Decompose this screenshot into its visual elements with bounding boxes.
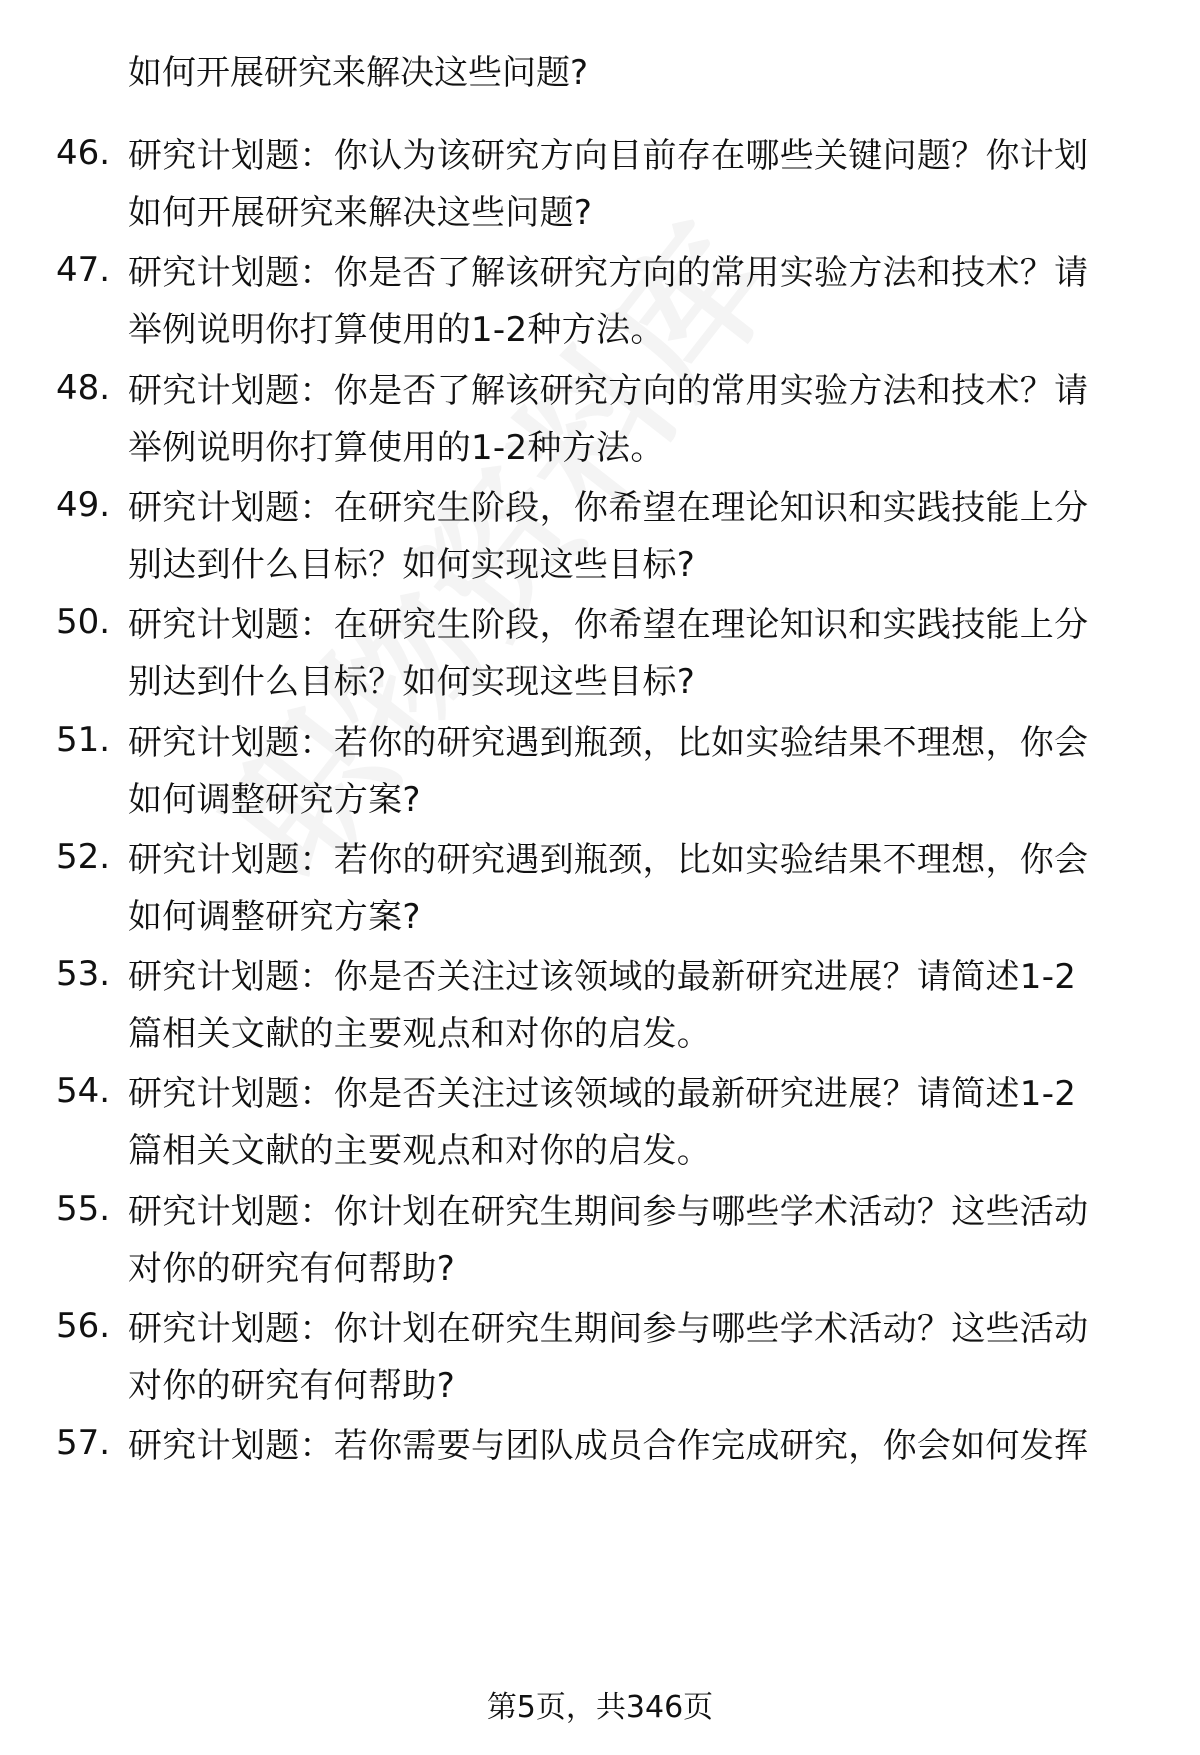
- question-text: [128, 1301, 1138, 1415]
- continuation-line: 如何开展研究来解决这些问题?: [128, 53, 589, 93]
- question-number: 55.: [56, 1188, 111, 1229]
- question-number: 53.: [56, 954, 111, 995]
- question-text: [128, 1418, 1138, 1475]
- question-number: 50.: [56, 602, 111, 643]
- question-number: 47.: [56, 250, 111, 291]
- question-line: 篇相关文献的主要观点和对你的启发。: [128, 1131, 712, 1172]
- question-line: 研究计划题：你计划在研究生期间参与哪些学术活动？这些活动: [128, 1191, 1089, 1232]
- question-line: 篇相关文献的主要观点和对你的启发。: [128, 1014, 712, 1055]
- question-line: 研究计划题：你计划在研究生期间参与哪些学术活动？这些活动: [128, 1309, 1089, 1349]
- page-footer: 第5页，共346页: [486, 1690, 714, 1725]
- question-line: 研究计划题：若你的研究遇到瓶颈，比如实验结果不理想，你会: [128, 839, 1089, 880]
- question-line: 对你的研究有何帮助?: [128, 1366, 456, 1406]
- question-line: 研究计划题：若你需要与团队成员合作完成研究，你会如何发挥: [128, 1426, 1089, 1467]
- question-line: 研究计划题：你是否关注过该领域的最新研究进展？请简述1-2: [128, 1074, 1077, 1115]
- question-text: [128, 597, 1138, 711]
- question-text: [128, 128, 1138, 242]
- question-line: 别达到什么目标？如何实现这些目标?: [128, 662, 696, 703]
- question-line: 如何调整研究方案?: [128, 896, 421, 937]
- question-line: 如何调整研究方案?: [128, 779, 421, 820]
- question-item: [0, 949, 1200, 1059]
- question-number: 46.: [56, 133, 111, 173]
- question-item: [0, 715, 1200, 825]
- question-item: [0, 1418, 1200, 1528]
- question-text: [128, 245, 1138, 359]
- question-item: [0, 245, 1200, 355]
- question-line: 举例说明你打算使用的1-2种方法。: [128, 310, 665, 351]
- question-line: 研究计划题：你是否关注过该领域的最新研究进展？请简述1-2: [128, 957, 1077, 998]
- question-item: [0, 597, 1200, 707]
- question-line: 对你的研究有何帮助?: [128, 1248, 456, 1289]
- question-item: [0, 832, 1200, 942]
- question-number: 49.: [56, 484, 111, 525]
- question-line: 如何开展研究来解决这些问题?: [128, 193, 593, 233]
- question-item: [0, 363, 1200, 473]
- question-text: [128, 832, 1138, 946]
- question-item: [0, 1301, 1200, 1411]
- question-number: 56.: [56, 1306, 111, 1346]
- question-line: 研究计划题：你认为该研究方向目前存在哪些关键问题？你计划: [128, 136, 1089, 176]
- question-text: [128, 715, 1138, 829]
- question-number: 51.: [56, 719, 111, 760]
- question-text: [128, 480, 1138, 594]
- question-line: 研究计划题：在研究生阶段，你希望在理论知识和实践技能上分: [128, 605, 1089, 646]
- question-item: [0, 1184, 1200, 1294]
- question-text: [128, 1184, 1138, 1298]
- question-number: 54.: [56, 1071, 111, 1112]
- question-item: [0, 1066, 1200, 1176]
- question-item: [0, 128, 1200, 238]
- question-text: [128, 1066, 1138, 1180]
- question-number: 52.: [56, 836, 111, 877]
- question-line: 研究计划题：在研究生阶段，你希望在理论知识和实践技能上分: [128, 487, 1089, 528]
- question-line: 举例说明你打算使用的1-2种方法。: [128, 427, 665, 468]
- question-line: 研究计划题：若你的研究遇到瓶颈，比如实验结果不理想，你会: [128, 722, 1089, 763]
- question-number: 57.: [56, 1423, 111, 1464]
- question-line: 研究计划题：你是否了解该研究方向的常用实验方法和技术？请: [128, 253, 1089, 294]
- question-number: 48.: [56, 367, 111, 408]
- question-text: [128, 949, 1138, 1063]
- question-item: [0, 480, 1200, 590]
- question-line: 研究计划题：你是否了解该研究方向的常用实验方法和技术？请: [128, 370, 1089, 411]
- question-text: [128, 363, 1138, 477]
- question-line: 别达到什么目标？如何实现这些目标?: [128, 544, 696, 585]
